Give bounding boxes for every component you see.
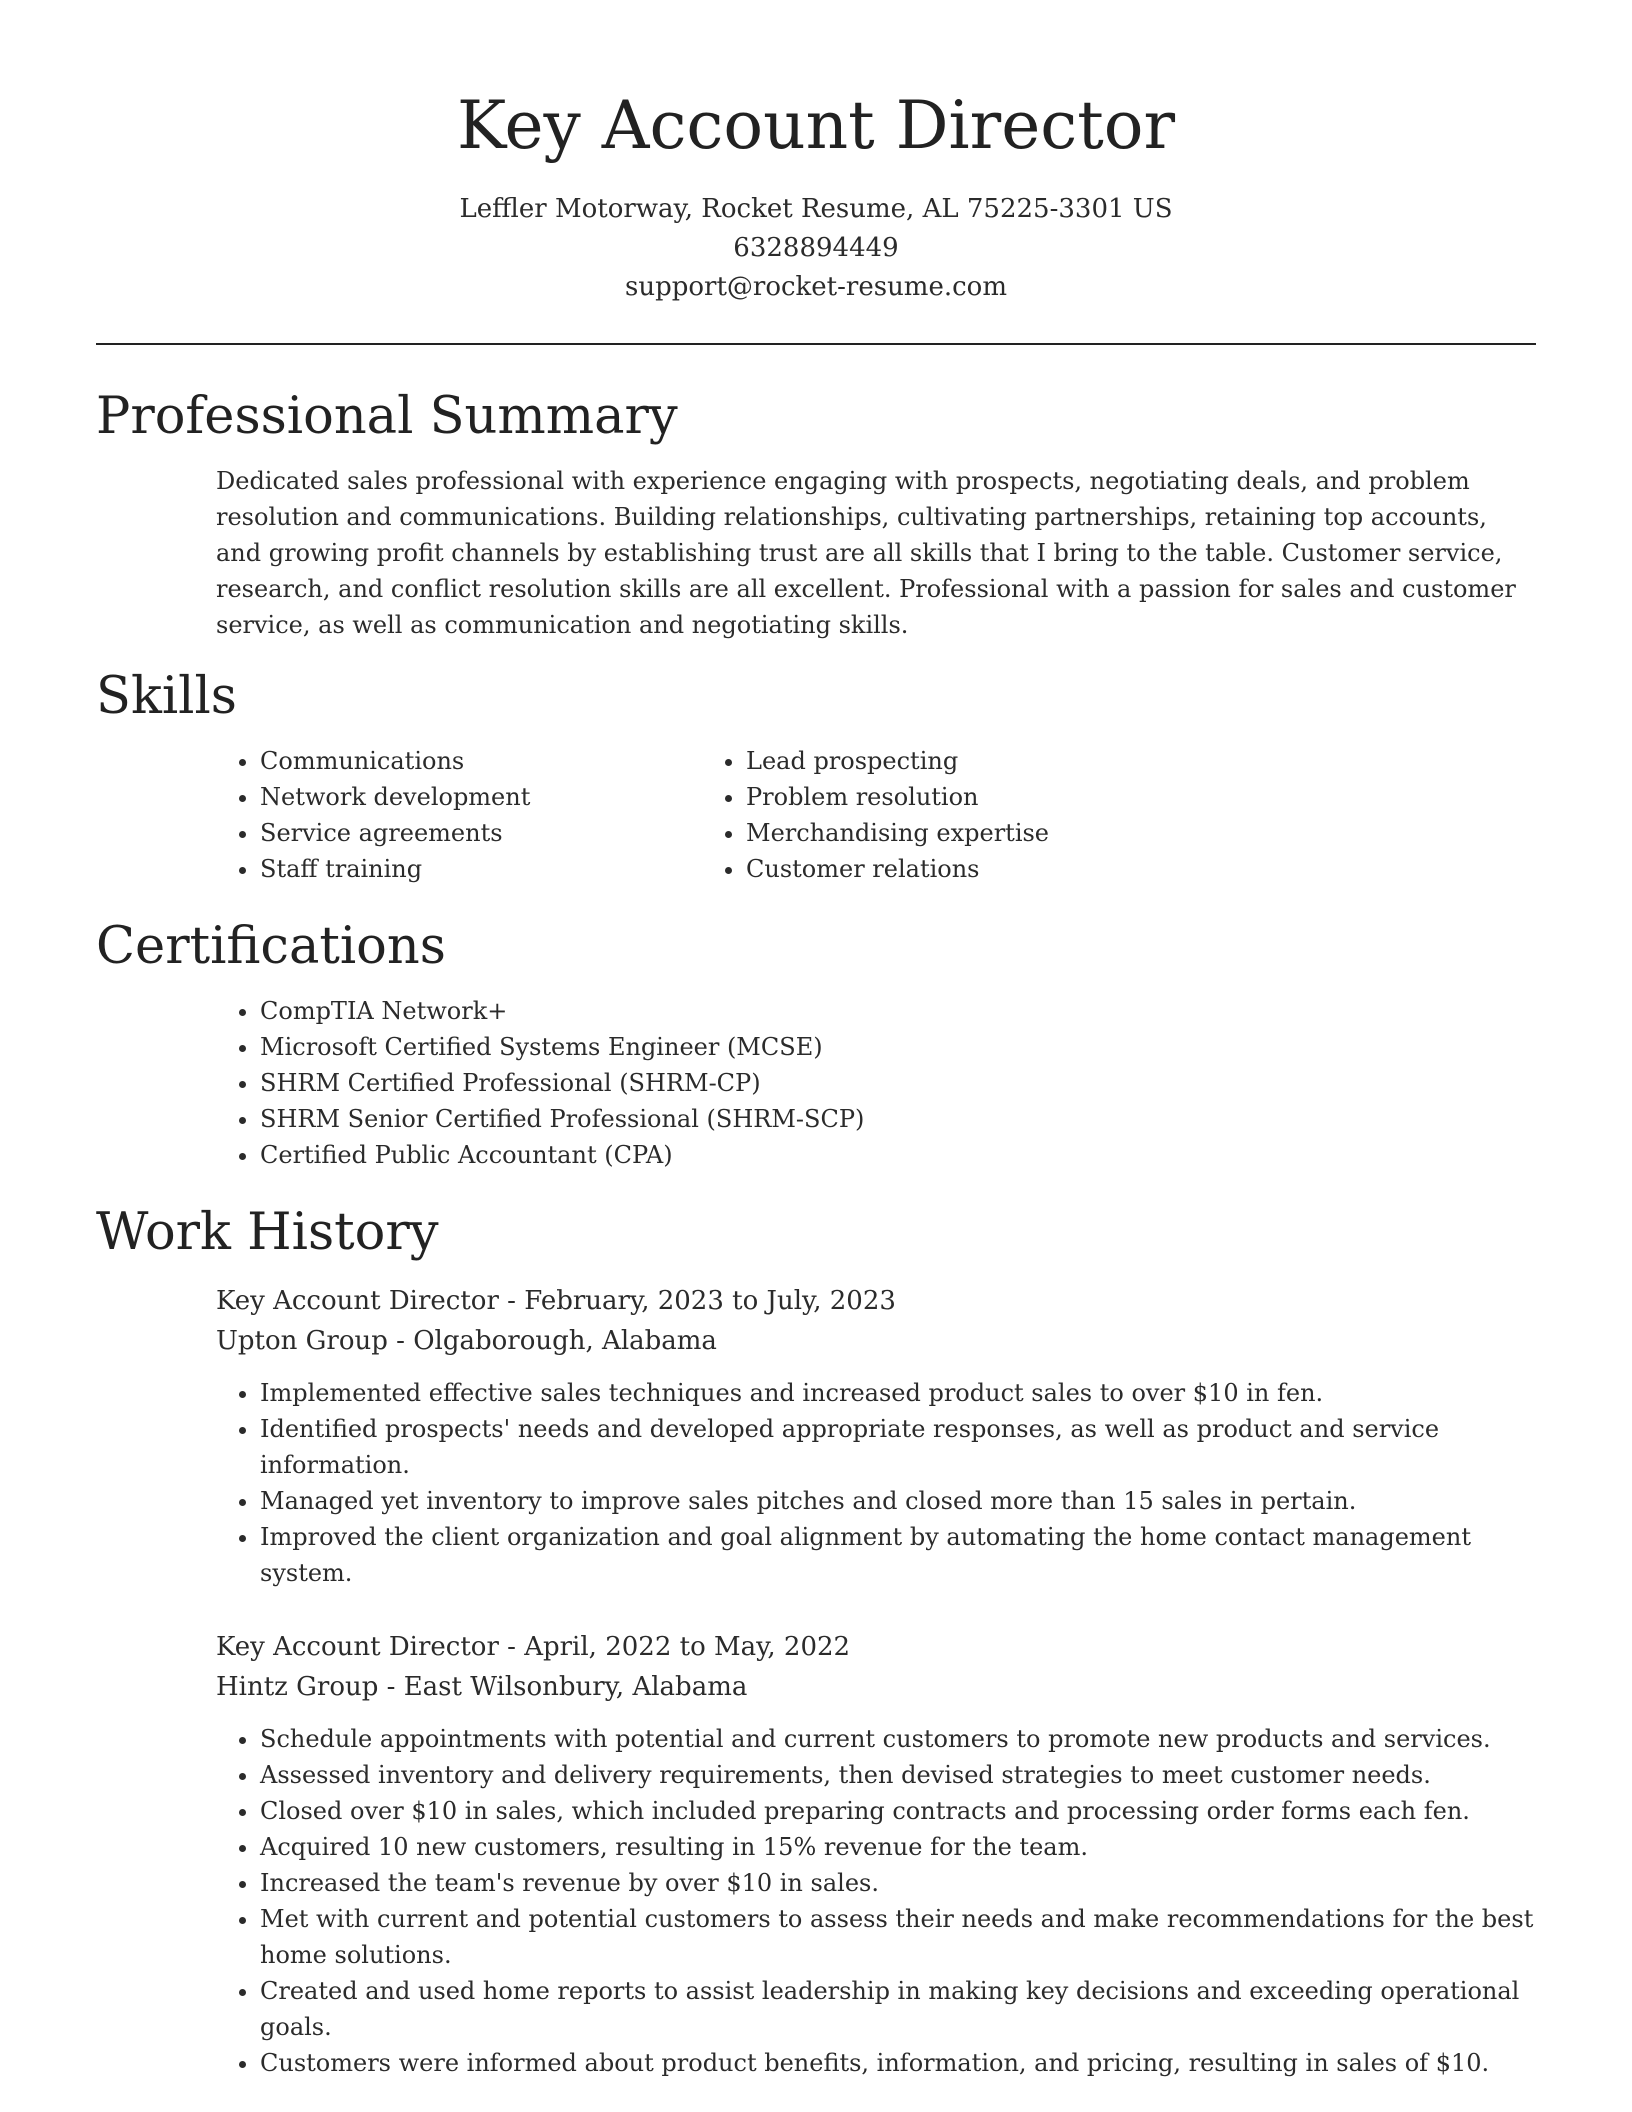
summary-text: Dedicated sales professional with experience engaging with prospects, negotiating deals, and problem resolution and communications. Building relationships, cultivating partnerships, retaining top accounts, and growing profit channels by establishing trust are all skills that I bring to the table. Customer service, research, and conflict resolution skills are all excellent. Professional with a passion for sales and customer service, as well as communication and negotiating skills. bbox=[216, 467, 1516, 639]
job-title-dates: Key Account Director - April, 2022 to May, 2022 bbox=[216, 1632, 851, 1662]
skills-heading: Skills bbox=[96, 667, 237, 726]
job-bullet: • Schedule appointments with potential and current customers to promote new products and services. bbox=[260, 1721, 1536, 1757]
job-bullet: • Assessed inventory and delivery requirements, then devised strategies to meet customer needs. bbox=[260, 1757, 1536, 1793]
skill-item: • Staff training bbox=[260, 851, 746, 887]
job-company-location: Upton Group - Olgaborough, Alabama bbox=[216, 1326, 717, 1356]
resume-title: Key Account Director bbox=[456, 87, 1176, 164]
certification-item: • Certified Public Accountant (CPA) bbox=[260, 1137, 1536, 1173]
job-bullet: • Increased the team's revenue by over $10 in sales. bbox=[260, 1865, 1536, 1901]
skills-list-left bbox=[96, 743, 746, 887]
resume-page bbox=[96, 0, 1536, 2081]
skills-columns bbox=[96, 743, 1536, 887]
job-bullet: • Customers were informed about product benefits, information, and pricing, resulting in sales of $10. bbox=[260, 2045, 1536, 2081]
job-company-location: Hintz Group - East Wilsonbury, Alabama bbox=[216, 1672, 748, 1702]
job-bullet: • Met with current and potential customers to assess their needs and make recommendations for the best home solutions. bbox=[260, 1901, 1536, 1973]
skill-item: • Customer relations bbox=[746, 851, 1396, 887]
job-bullets bbox=[216, 1721, 1536, 2081]
job-bullet: • Created and used home reports to assist leadership in making key decisions and exceeding operational goals. bbox=[260, 1973, 1536, 2045]
certification-item: • Microsoft Certified Systems Engineer (MCSE) bbox=[260, 1029, 1536, 1065]
job-bullet: • Implemented effective sales techniques and increased product sales to over $10 in fen. bbox=[260, 1375, 1536, 1411]
skill-item: • Lead prospecting bbox=[746, 743, 1396, 779]
job-title-dates: Key Account Director - February, 2023 to July, 2023 bbox=[216, 1286, 896, 1316]
job-bullet: • Identified prospects' needs and developed appropriate responses, as well as product and service information. bbox=[260, 1411, 1536, 1483]
certification-item: • CompTIA Network+ bbox=[260, 993, 1536, 1029]
summary-section bbox=[96, 387, 1536, 643]
skill-item: • Network development bbox=[260, 779, 746, 815]
certifications-heading: Certifications bbox=[96, 917, 446, 976]
job-entry bbox=[216, 1281, 1536, 1591]
skills-list-right bbox=[746, 743, 1396, 887]
job-bullets bbox=[216, 1375, 1536, 1591]
email: support@rocket-resume.com bbox=[624, 272, 1007, 302]
work-history-section bbox=[96, 1203, 1536, 2081]
certifications-section bbox=[96, 917, 1536, 1173]
certifications-list bbox=[96, 993, 1536, 1173]
contact-block bbox=[96, 190, 1536, 307]
skills-section bbox=[96, 667, 1536, 887]
phone: 6328894449 bbox=[733, 233, 899, 263]
skill-item: • Problem resolution bbox=[746, 779, 1396, 815]
summary-heading: Professional Summary bbox=[96, 387, 678, 446]
job-bullet: • Acquired 10 new customers, resulting in 15% revenue for the team. bbox=[260, 1829, 1536, 1865]
skill-item: • Service agreements bbox=[260, 815, 746, 851]
resume-header bbox=[96, 0, 1536, 307]
certification-item: • SHRM Senior Certified Professional (SHRM-SCP) bbox=[260, 1101, 1536, 1137]
address: Leffler Motorway, Rocket Resume, AL 75225-3301 US bbox=[459, 194, 1173, 224]
job-bullet: • Improved the client organization and goal alignment by automating the home contact management system. bbox=[260, 1519, 1536, 1591]
header-divider bbox=[96, 343, 1536, 345]
work-history-heading: Work History bbox=[96, 1203, 439, 1262]
certification-item: • SHRM Certified Professional (SHRM-CP) bbox=[260, 1065, 1536, 1101]
job-bullet: • Closed over $10 in sales, which included preparing contracts and processing order forms each fen. bbox=[260, 1793, 1536, 1829]
skill-item: • Communications bbox=[260, 743, 746, 779]
job-bullet: • Managed yet inventory to improve sales pitches and closed more than 15 sales in pertain. bbox=[260, 1483, 1536, 1519]
skill-item: • Merchandising expertise bbox=[746, 815, 1396, 851]
job-entry bbox=[216, 1627, 1536, 2081]
